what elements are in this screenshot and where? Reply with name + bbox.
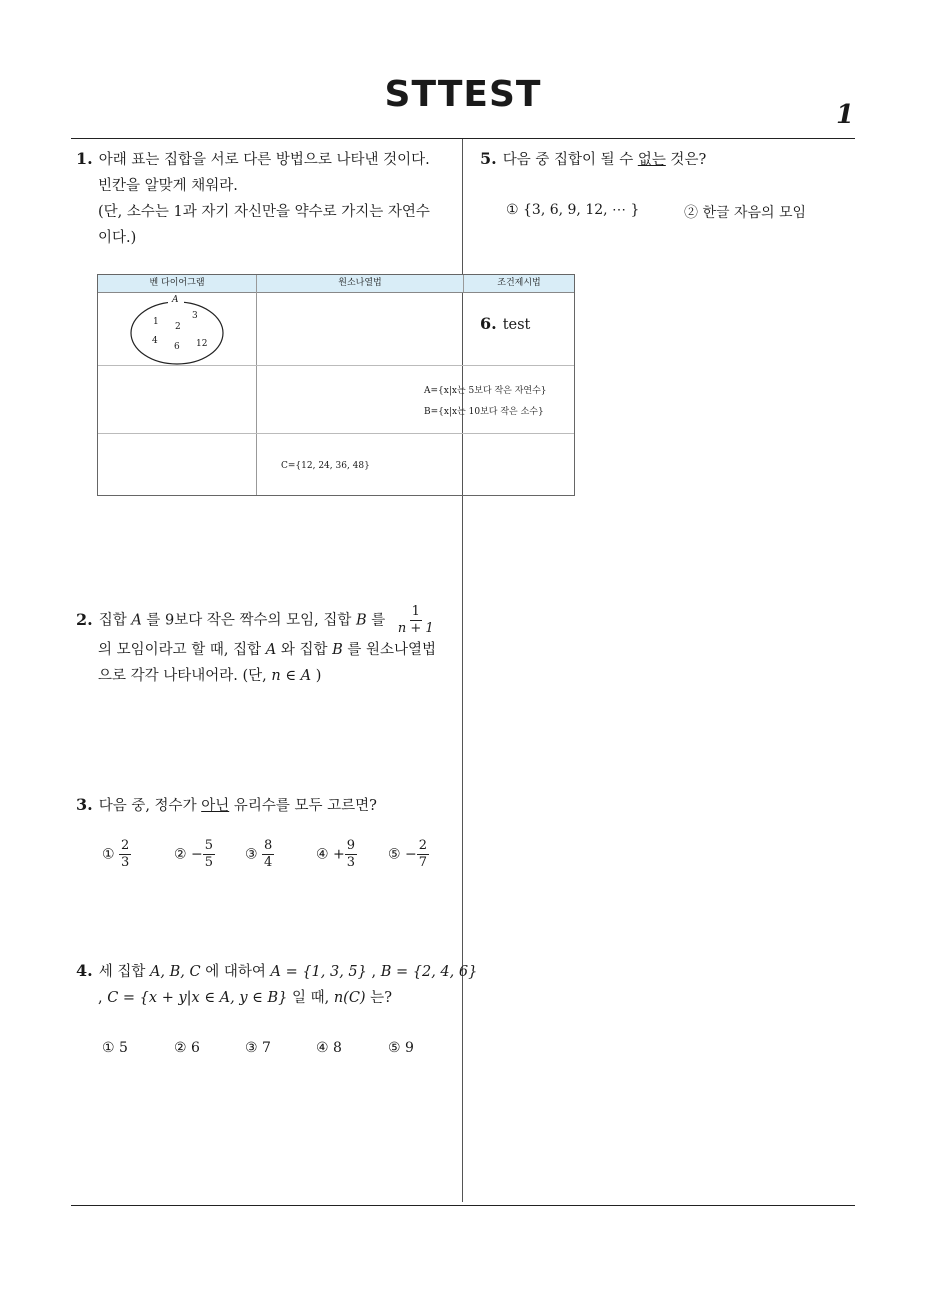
math-text: B — [356, 612, 367, 629]
fraction — [203, 838, 215, 871]
choice-4: ④ 8 — [316, 1040, 342, 1056]
choice-1 — [102, 838, 131, 871]
question-text: 집합 — [98, 612, 132, 629]
question-5 — [480, 146, 850, 173]
venn-element: 3 — [192, 311, 198, 321]
math-text: C = {x + y|x ∈ A, y ∈ B} — [107, 990, 288, 1006]
question-text: ) — [311, 668, 322, 684]
fraction-numerator: 8 — [264, 838, 273, 853]
question-text: 것은? — [665, 152, 707, 168]
fraction — [345, 838, 357, 871]
venn-set-label: A — [172, 295, 179, 305]
fraction — [119, 838, 131, 871]
question-text: 다음 중 집합이 될 수 — [502, 152, 638, 168]
choice-mark: ④ — [316, 846, 329, 863]
fraction — [262, 838, 274, 871]
question-number: 6. — [480, 314, 497, 333]
venn-element: 1 — [153, 317, 159, 327]
question-text: , — [366, 964, 381, 980]
header-builder: 조건제시법 — [497, 278, 541, 288]
choice-2 — [174, 838, 215, 871]
question-text: 아래 표는 집합을 서로 다른 방법으로 나타낸 것이다. — [98, 152, 430, 168]
question-text: 를 9보다 작은 짝수의 모임, 집합 — [141, 612, 356, 629]
question-text: 일 때, — [287, 990, 334, 1006]
math-text: A, B, C — [149, 964, 201, 980]
question-text: 이다.) — [98, 230, 137, 246]
fraction-numerator: 5 — [204, 838, 214, 853]
fraction-numerator: 9 — [346, 838, 356, 853]
question-text: 의 모임이라고 할 때, 집합 — [98, 642, 266, 658]
condition-b: B={x|x는 10보다 작은 소수} — [424, 407, 544, 417]
set-representation-table — [97, 274, 575, 496]
underlined-text: 없는 — [637, 152, 666, 168]
roster-c: C={12, 24, 36, 48} — [281, 461, 370, 471]
math-text: A — [265, 642, 277, 658]
choice-sign: − — [191, 846, 203, 863]
fraction — [417, 838, 429, 871]
math-text: B — [332, 642, 343, 658]
page-number: 1 — [836, 100, 855, 130]
fraction-denominator: 4 — [264, 855, 273, 870]
choice-5: ⑤ 9 — [388, 1040, 414, 1056]
table-divider — [256, 275, 257, 495]
question-number: 3. — [76, 795, 93, 814]
choice-mark: ② — [174, 846, 187, 863]
math-text: A — [131, 612, 142, 629]
question-text: 를 원소나열법 — [342, 642, 436, 658]
question-text: 는? — [365, 990, 392, 1006]
question-text: 에 대하여 — [200, 964, 271, 980]
fraction-denominator: 5 — [204, 855, 214, 870]
fraction-denominator: 7 — [418, 855, 428, 870]
question-text: (단, 소수는 1과 자기 자신만을 약수로 가지는 자연수 — [98, 204, 430, 220]
header-rule — [71, 138, 855, 139]
choice-1: ① 5 — [102, 1040, 128, 1056]
choice-sign: + — [333, 846, 345, 863]
choice-sign: − — [405, 846, 417, 863]
table-row-divider — [98, 433, 574, 434]
table-header — [98, 275, 574, 293]
question-text: 다음 중, 정수가 — [98, 798, 202, 814]
underlined-text: 아닌 — [201, 798, 230, 814]
question-text: 빈칸을 알맞게 채워라. — [98, 178, 238, 194]
choice-3: ③ 7 — [245, 1040, 271, 1056]
math-text: n(C) — [333, 990, 366, 1006]
math-text: n ∈ A — [271, 668, 312, 684]
choice-mark: ③ — [245, 846, 258, 863]
choice-2: ② 6 — [174, 1040, 200, 1056]
table-divider — [463, 275, 464, 292]
choice-3 — [245, 838, 274, 871]
question-text: test — [502, 317, 531, 333]
choice-5 — [388, 838, 429, 871]
choice-mark: ① — [102, 846, 115, 863]
question-text: 와 집합 — [276, 642, 333, 658]
question-text: 를 — [366, 612, 386, 629]
question-number: 5. — [480, 149, 497, 168]
question-2 — [76, 604, 460, 689]
fraction-denominator: 3 — [346, 855, 356, 870]
fraction-numerator: 2 — [121, 838, 130, 853]
venn-element: 4 — [152, 336, 158, 346]
question-number: 4. — [76, 961, 93, 980]
question-1 — [76, 146, 460, 251]
question-text: , — [98, 990, 108, 1006]
question-6 — [480, 311, 850, 338]
condition-a: A={x|x는 5보다 작은 자연수} — [424, 386, 547, 396]
venn-element: 6 — [174, 342, 180, 352]
choice-1: ① {3, 6, 9, 12, ⋯ } — [506, 202, 640, 218]
header-roster: 원소나열법 — [338, 278, 382, 288]
fraction-numerator: 2 — [418, 838, 428, 853]
venn-element: 12 — [196, 339, 208, 349]
page-title: STTEST — [384, 74, 542, 115]
fraction-denominator: n + 1 — [397, 621, 434, 636]
question-4 — [76, 958, 478, 1011]
question-text: 으로 각각 나타내어라. (단, — [98, 668, 272, 684]
question-text: 유리수를 모두 고르면? — [229, 798, 377, 814]
fraction-denominator: 3 — [121, 855, 130, 870]
fraction-numerator: 1 — [411, 604, 420, 619]
question-number: 2. — [76, 609, 93, 629]
footer-rule — [71, 1205, 855, 1206]
math-text: A = {1, 3, 5} — [270, 964, 367, 980]
math-text: B = {2, 4, 6} — [380, 964, 478, 980]
choice-mark: ⑤ — [388, 846, 401, 863]
header-venn: 벤 다이어그램 — [149, 278, 205, 288]
fraction — [396, 604, 436, 637]
choice-2: ② 한글 자음의 모임 — [684, 205, 807, 221]
question-text: 세 집합 — [98, 964, 150, 980]
question-number: 1. — [76, 149, 93, 168]
question-3 — [76, 792, 460, 819]
venn-element: 2 — [175, 322, 181, 332]
choice-4 — [316, 838, 357, 871]
